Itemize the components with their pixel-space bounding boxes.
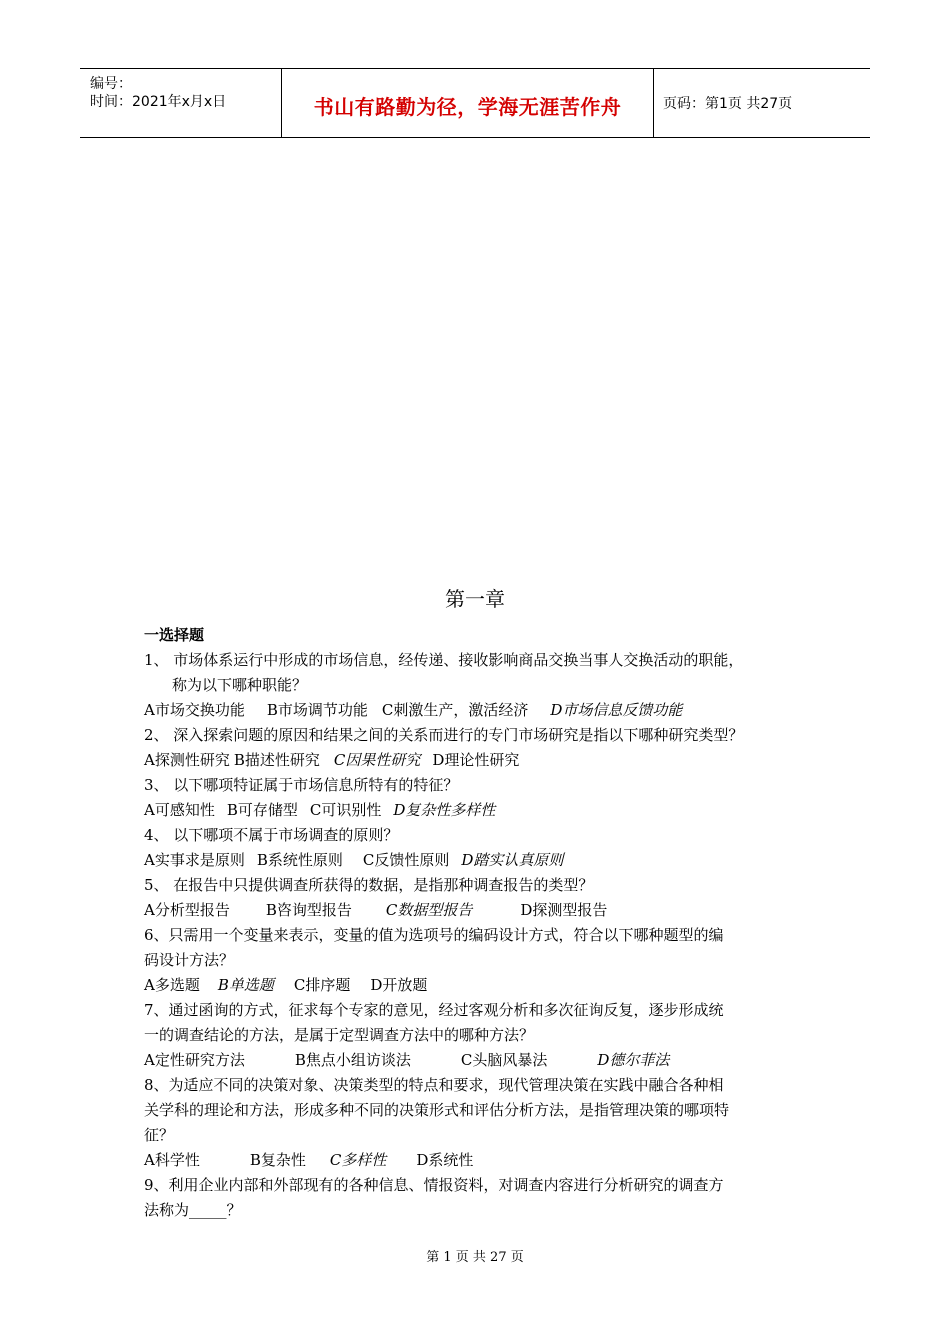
- question-text: 征？: [144, 1126, 175, 1144]
- option: A定性研究方法: [144, 1051, 245, 1069]
- option: A可感知性: [144, 801, 215, 819]
- option: B可存储型: [226, 801, 298, 819]
- option: A探测性研究: [144, 751, 230, 769]
- question-item: [144, 773, 814, 823]
- question-text: 3、 以下哪项特证属于市场信息所特有的特征？: [144, 776, 459, 794]
- option: A科学性: [144, 1151, 200, 1169]
- question-text: 2、 深入探索问题的原因和结果之间的关系而进行的专门市场研究是指以下哪种研究类型？: [144, 726, 744, 744]
- question-item: [144, 998, 814, 1073]
- question-text: 7、通过函询的方式，征求每个专家的意见，经过客观分析和多次征询反复，逐步形成统: [144, 1001, 724, 1019]
- question-text: 4、 以下哪项不属于市场调查的原则？: [144, 826, 399, 844]
- question-text: 一的调查结论的方法，是属于定型调查方法中的哪种方法？: [144, 1026, 535, 1044]
- question-item: [144, 648, 814, 723]
- option-correct: B单选题: [217, 976, 274, 994]
- option: A实事求是原则: [144, 851, 245, 869]
- option: B描述性研究: [233, 751, 320, 769]
- options-row: [144, 748, 814, 773]
- options-row: [144, 973, 814, 998]
- options-row: [144, 798, 814, 823]
- chapter-title: 第一章: [445, 587, 505, 611]
- header-page-cell: [653, 69, 870, 137]
- option-correct: D踏实认真原则: [461, 851, 564, 869]
- option: B市场调节功能: [266, 701, 368, 719]
- header-meta: [80, 69, 280, 137]
- section-title: 一选择题: [144, 626, 205, 644]
- options-row: [144, 698, 814, 723]
- option-correct: D德尔菲法: [597, 1051, 670, 1069]
- time-label: 时间：2021年x月x日: [90, 94, 227, 110]
- option: D理论性研究: [432, 751, 520, 769]
- option: A分析型报告: [144, 901, 230, 919]
- page-info: 页码：第1页 共27页: [663, 96, 793, 112]
- question-list: [144, 648, 814, 1223]
- option: C排序题: [293, 976, 351, 994]
- option: C刺激生产，激活经济: [381, 701, 529, 719]
- question-item: [144, 1173, 814, 1223]
- header-motto-cell: [281, 69, 654, 137]
- question-text: 6、只需用一个变量来表示，变量的值为选项号的编码设计方式，符合以下哪种题型的编: [144, 926, 724, 944]
- option: B咨询型报告: [265, 901, 352, 919]
- option: D探测型报告: [520, 901, 608, 919]
- question-item: [144, 873, 814, 923]
- question-text: 9、利用企业内部和外部现有的各种信息、情报资料，对调查内容进行分析研究的调查方: [144, 1176, 724, 1194]
- option: B焦点小组访谈法: [294, 1051, 411, 1069]
- options-row: [144, 1048, 814, 1073]
- option: C可识别性: [309, 801, 382, 819]
- option: B系统性原则: [256, 851, 343, 869]
- option: B复杂性: [249, 1151, 306, 1169]
- question-text: 关学科的理论和方法，形成多种不同的决策形式和评估分析方法，是指管理决策的哪项特: [144, 1101, 730, 1119]
- options-row: [144, 1148, 814, 1173]
- question-text: 8、为适应不同的决策对象、决策类型的特点和要求，现代管理决策在实践中融合各种相: [144, 1076, 724, 1094]
- option: A市场交换功能: [144, 701, 245, 719]
- question-text: 1、 市场体系运行中形成的市场信息，经传递、接收影响商品交换当事人交换活动的职能，: [144, 651, 744, 669]
- question-text: 码设计方法？: [144, 951, 235, 969]
- motto: 书山有路勤为径，学海无涯苦作舟: [313, 95, 622, 119]
- page-header: [80, 68, 870, 138]
- option: C反馈性原则: [362, 851, 450, 869]
- options-row: [144, 848, 814, 873]
- option-correct: C数据型报告: [385, 901, 473, 919]
- question-item: [144, 923, 814, 998]
- option: D系统性: [416, 1151, 474, 1169]
- number-label: 编号：: [90, 76, 132, 92]
- question-item: [144, 823, 814, 873]
- option-correct: C因果性研究: [333, 751, 421, 769]
- question-item: [144, 1073, 814, 1173]
- option-correct: C多样性: [329, 1151, 387, 1169]
- options-row: [144, 898, 814, 923]
- question-text: 称为以下哪种职能？: [172, 676, 308, 694]
- page-footer: 第 1 页 共 27 页: [426, 1250, 524, 1265]
- option: C头脑风暴法: [460, 1051, 548, 1069]
- question-text: 法称为_____？: [144, 1201, 242, 1219]
- option-correct: D复杂性多样性: [393, 801, 496, 819]
- question-item: [144, 723, 814, 773]
- question-text: 5、 在报告中只提供调查所获得的数据，是指那种调查报告的类型？: [144, 876, 594, 894]
- option: D开放题: [370, 976, 428, 994]
- option-correct: D市场信息反馈功能: [550, 701, 683, 719]
- option: A多选题: [144, 976, 200, 994]
